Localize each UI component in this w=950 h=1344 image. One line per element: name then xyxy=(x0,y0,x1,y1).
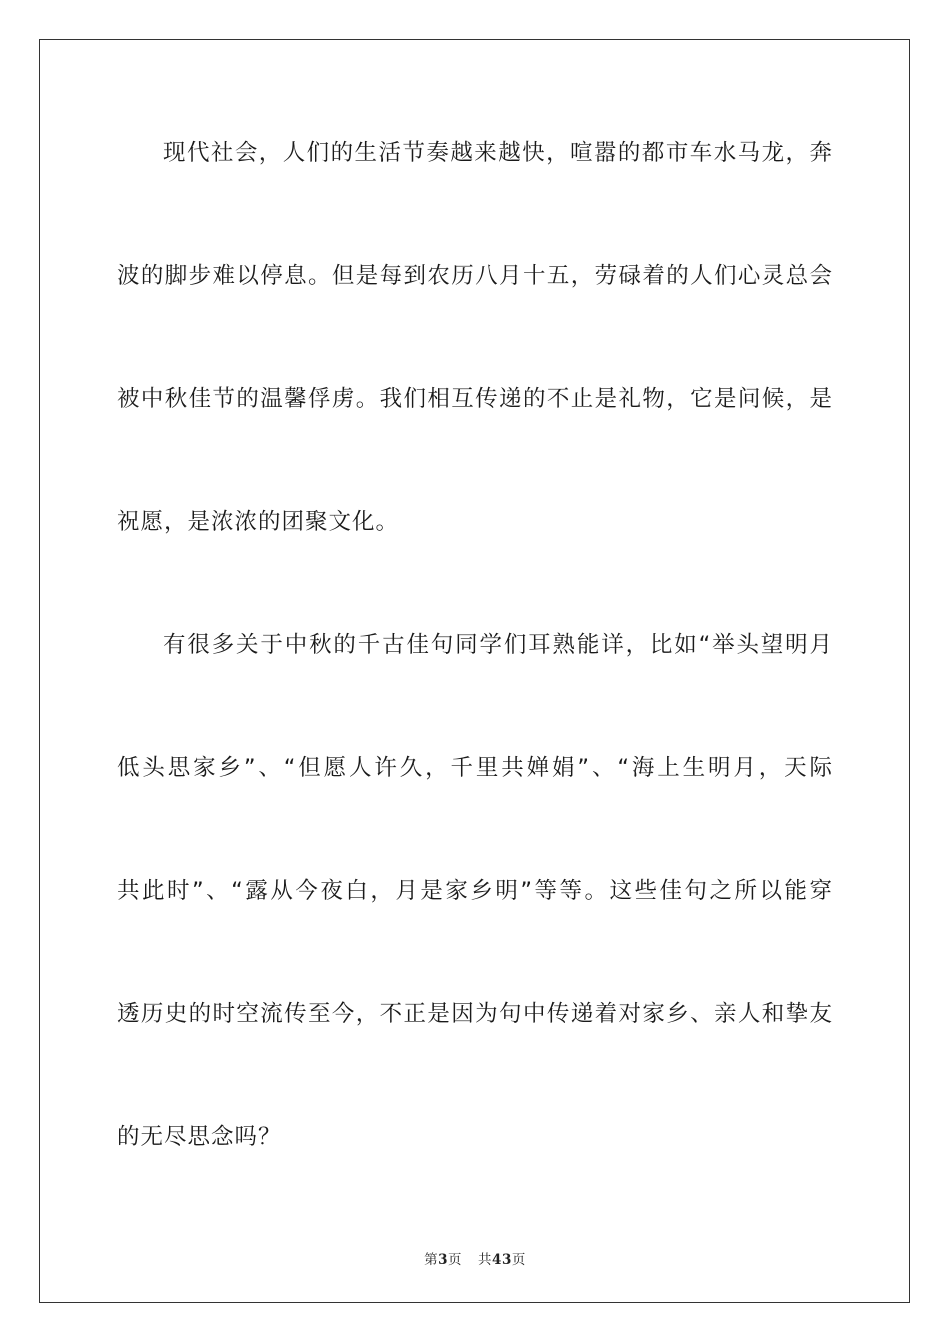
paragraph-2-line-3: 共此时”、“露从今夜白，月是家乡明”等等。这些佳句之所以能穿 xyxy=(117,878,833,904)
page-suffix: 页 xyxy=(448,1252,463,1268)
paragraph-1-line-3: 被中秋佳节的温馨俘虏。我们相互传递的不止是礼物，它是问候，是 xyxy=(117,386,833,412)
page-prefix: 第 xyxy=(424,1252,439,1268)
total-pages: 43 xyxy=(492,1252,512,1268)
paragraph-1-line-1: 现代社会，人们的生活节奏越来越快，喧嚣的都市车水马龙，奔 xyxy=(163,140,833,166)
paragraph-2-line-2: 低头思家乡”、“但愿人许久，千里共婵娟”、“海上生明月，天际 xyxy=(117,755,833,781)
page-footer xyxy=(0,1248,950,1268)
paragraph-2-line-4: 透历史的时空流传至今，不正是因为句中传递着对家乡、亲人和挚友 xyxy=(117,1001,833,1027)
paragraph-2-line-5: 的无尽思念吗？ xyxy=(117,1124,282,1150)
paragraph-2-line-1: 有很多关于中秋的千古佳句同学们耳熟能详，比如“举头望明月 xyxy=(163,632,833,658)
paragraph-1-line-2: 波的脚步难以停息。但是每到农历八月十五，劳碌着的人们心灵总会 xyxy=(117,263,833,289)
total-suffix: 页 xyxy=(511,1252,526,1268)
paragraph-1-line-4: 祝愿，是浓浓的团聚文化。 xyxy=(117,509,400,535)
page-border xyxy=(39,39,910,1303)
total-prefix: 共 xyxy=(478,1252,493,1268)
page-number: 3 xyxy=(438,1252,449,1268)
